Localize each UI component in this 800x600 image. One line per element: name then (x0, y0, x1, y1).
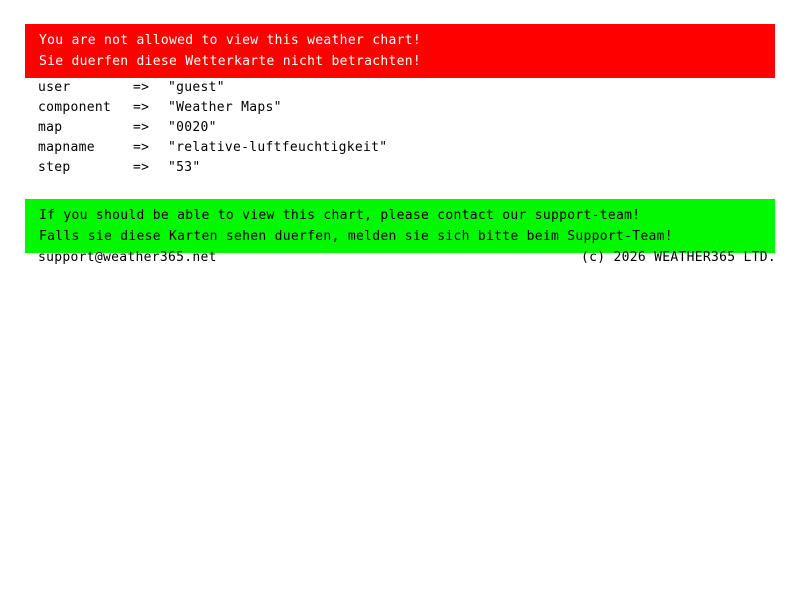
detail-row (38, 100, 778, 120)
copyright-text: (c) 2026 WEATHER365 LTD. (580, 250, 776, 265)
info-banner (25, 199, 775, 253)
detail-arrow: => (133, 120, 150, 135)
detail-key-step: step (38, 160, 71, 175)
info-banner-line-en: If you should be able to view this chart, please contact our support-team! (39, 208, 641, 223)
detail-key-component: component (38, 100, 112, 115)
detail-row (38, 140, 778, 160)
detail-row (38, 160, 778, 180)
detail-row (38, 80, 778, 100)
footer (38, 250, 776, 265)
detail-arrow: => (133, 140, 150, 155)
detail-key-mapname: mapname (38, 140, 95, 155)
error-banner-line-en: You are not allowed to view this weather chart! (39, 33, 421, 48)
detail-arrow: => (133, 80, 150, 95)
info-banner-line-de: Falls sie diese Karten sehen duerfen, melden sie sich bitte beim Support-Team! (39, 229, 673, 245)
detail-list (38, 80, 778, 180)
error-banner (25, 24, 775, 78)
detail-key-user: user (38, 80, 71, 95)
detail-value-mapname: "relative-luftfeuchtigkeit" (168, 140, 388, 155)
detail-key-map: map (38, 120, 63, 135)
detail-value-map: "0020" (168, 120, 217, 135)
error-banner-line-de: Sie duerfen diese Wetterkarte nicht betrachten! (39, 54, 421, 70)
detail-value-user: "guest" (168, 80, 225, 95)
detail-arrow: => (133, 100, 150, 115)
detail-row (38, 120, 778, 140)
detail-value-component: "Weather Maps" (168, 100, 282, 115)
detail-arrow: => (133, 160, 150, 175)
detail-value-step: "53" (168, 160, 201, 175)
support-email-link[interactable]: support@weather365.net (38, 250, 217, 265)
